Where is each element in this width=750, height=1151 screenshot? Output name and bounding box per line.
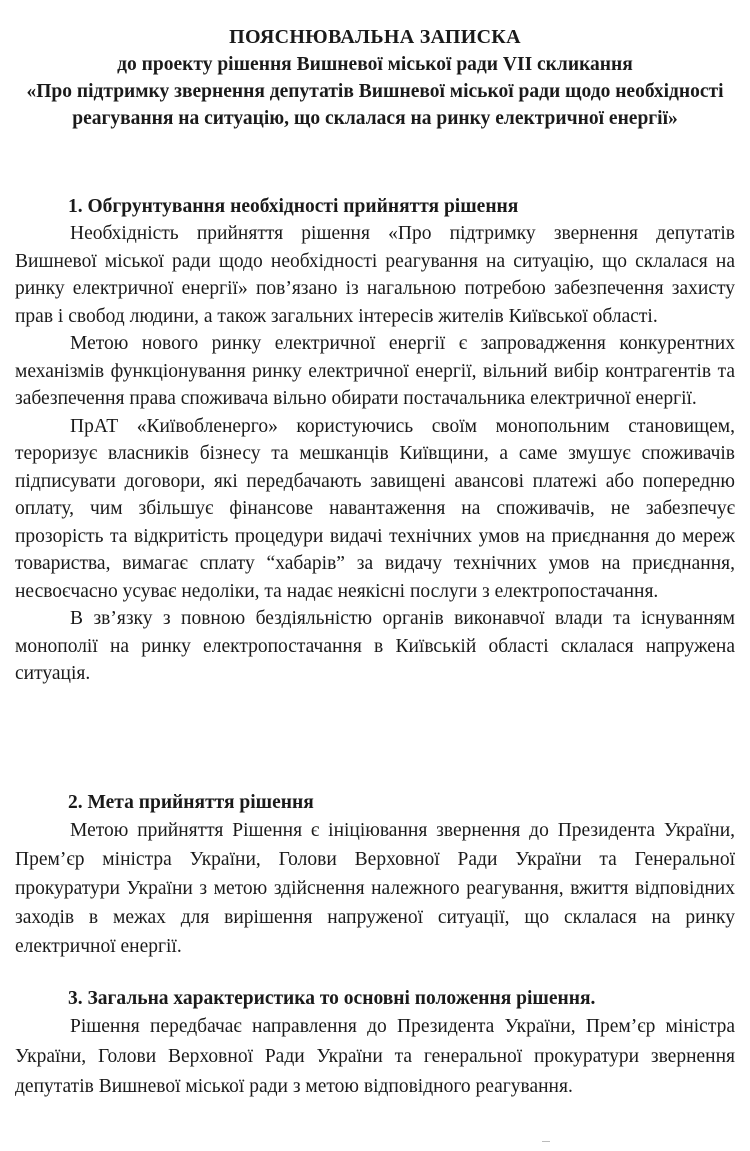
paragraph: В зв’язку з повною бездіяльністю органів виконавчої влади та існуванням монополії на ринку електропостачання в Київській області склалася напружена ситуація. [15, 608, 735, 684]
section-heading: 1. Обгрунтування необхідності прийняття рішення [68, 196, 519, 217]
document-header [20, 24, 730, 132]
paragraph: Метою прийняття Рішення є ініціювання звернення до Президента України, Прем’єр міністра України, Голови Верховної Ради України та Генеральної прокуратури України з метою здійснення належного реагування, вжиття відповідних заходів в межах для вирішення напруженої ситуації, що склалася на ринку електричної енергії. [15, 820, 735, 957]
section-heading: 2. Мета прийняття рішення [68, 792, 314, 813]
section-purpose [15, 789, 735, 961]
document-subtitle-project: до проекту рішення Вишневої міської ради VII скликання [117, 54, 633, 75]
paragraph: ПрАТ «Київобленерго» користуючись своїм монопольним становищем, тероризує власників бізнесу та мешканців Київщини, а саме змушує споживачів підписувати договори, які передбачають завищені авансові платежі або попередню оплату, чим збільшує фінансове навантаження на споживачів, не забезпечує прозорість та відкритість процедури видачі технічних умов на приєднання до мереж товариства, вимагає сплату “хабарів” за видачу технічних умов на приєднання, несвоєчасно усуває недоліки, та надає неякісні послуги з електропостачання. [15, 415, 735, 602]
document-subtitle-decision-name: «Про підтримку звернення депутатів Вишневої міської ради щодо необхідності реагування на ситуацію, що склалася на ринку електричної енергії» [26, 81, 724, 129]
section-justification [15, 193, 735, 688]
paragraph: Метою нового ринку електричної енергії є запровадження конкурентних механізмів функціонування ринку електричної енергії, вільний вибір контрагентів та забезпечення права споживача вільно обирати постачальника електричної енергії. [15, 333, 735, 409]
section-general-characteristics [15, 985, 735, 1102]
document-title: ПОЯСНЮВАЛЬНА ЗАПИСКА [229, 26, 521, 48]
paragraph: Необхідність прийняття рішення «Про підтримку звернення депутатів Вишневої міської ради щодо необхідності реагування на ситуацію, що склалася на ринку електричної енергії» пов’язано із нагальною потребою забезпечення захисту прав і свобод людини, а також загальних інтересів жителів Київської області. [15, 223, 735, 327]
section-heading: 3. Загальна характеристика то основні положення рішення. [68, 988, 596, 1009]
scan-artifact [542, 1141, 550, 1142]
paragraph: Рішення передбачає направлення до Президента України, Прем’єр міністра України, Голови Верховної Ради України та генеральної прокуратури звернення депутатів Вишневої міської ради з метою відповідного реагування. [15, 1016, 735, 1097]
